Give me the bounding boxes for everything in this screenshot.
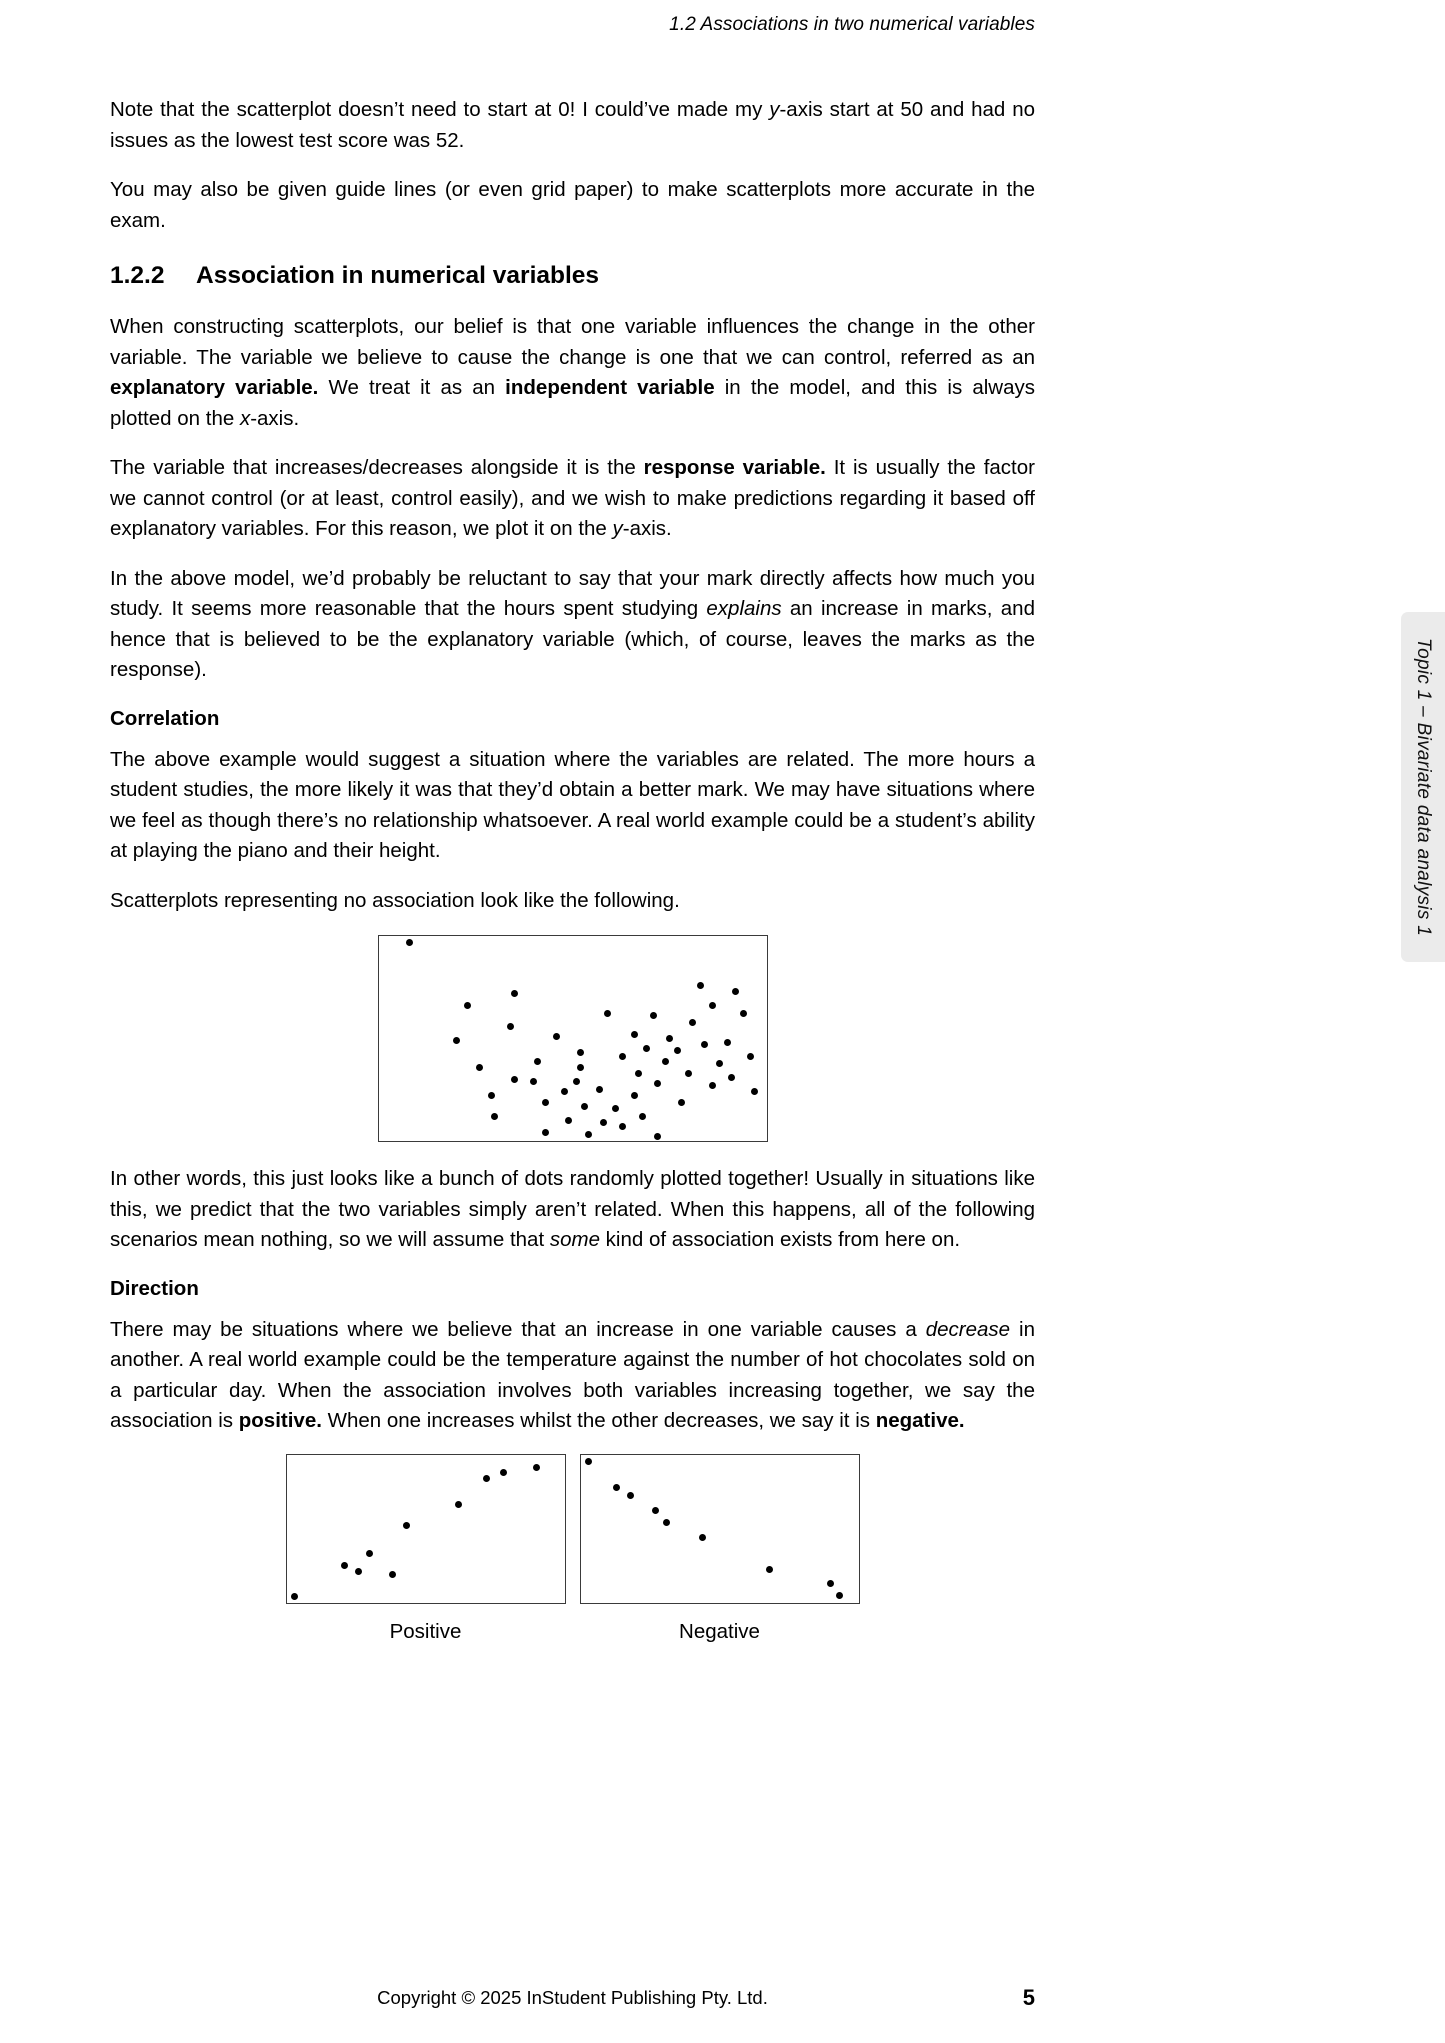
scatter-point — [613, 1484, 620, 1491]
response-text-a: The variable that increases/decreases alongside it is the — [110, 456, 644, 479]
scatter-point — [631, 1031, 638, 1038]
direction-text-c: When one increases whilst the other decreases, we say it is — [321, 1409, 876, 1432]
response-italic-y: y — [612, 517, 623, 540]
scatter-point — [453, 1037, 460, 1044]
scatter-point — [619, 1123, 626, 1130]
scatter-point — [724, 1039, 731, 1046]
scatter-point — [663, 1519, 670, 1526]
scatter-point — [836, 1592, 843, 1599]
scatter-point — [511, 1076, 518, 1083]
scatter-point — [604, 1010, 611, 1017]
scatter-point — [455, 1501, 462, 1508]
term-explanatory-variable: explanatory variable. — [110, 376, 319, 399]
scatter-point — [716, 1060, 723, 1067]
note-text-part-1: Note that the scatterplot doesn’t need to start at 0! I could’ve made my — [110, 98, 770, 121]
explanatory-text-c: We treat it as an — [318, 376, 506, 399]
direction-italic-decrease: decrease — [925, 1317, 1011, 1341]
scatter-point — [685, 1070, 692, 1077]
scatterplot-negative — [580, 1454, 860, 1604]
paragraph-note-axis-start — [110, 95, 1035, 156]
subheading-direction: Direction — [110, 1276, 199, 1300]
running-header: 1.2 Associations in two numerical variables — [669, 14, 1035, 35]
scatter-point — [341, 1562, 348, 1569]
scatter-point — [689, 1019, 696, 1026]
scatter-point — [612, 1105, 619, 1112]
paragraph-response-variable — [110, 453, 1035, 545]
scatter-point — [654, 1080, 661, 1087]
scatterplot-positive — [286, 1454, 566, 1604]
footer-page-number: 5 — [1022, 1985, 1035, 2010]
response-text-c: It is usually the factor we cannot control (or at least, control easily), and we wish to make predictions regarding it based off explanatory variables. For this reason, we plot it on the — [110, 456, 1035, 540]
scatter-point — [561, 1088, 568, 1095]
scatter-point — [635, 1070, 642, 1077]
scatter-point — [577, 1049, 584, 1056]
scatter-point — [697, 982, 704, 989]
in-other-words-italic-some: some — [549, 1228, 600, 1251]
scatter-point — [631, 1092, 638, 1099]
scatter-point — [542, 1099, 549, 1106]
scatter-point — [542, 1129, 549, 1136]
scatter-point — [500, 1469, 507, 1476]
scatterplot-no-association — [378, 935, 768, 1142]
scatter-point — [650, 1012, 657, 1019]
scatter-point — [573, 1078, 580, 1085]
note-text-part-2: -axis start at 50 and had no issues as the lowest test score was 52. — [110, 98, 1036, 152]
in-other-words-text-b: kind of association exists from here on. — [599, 1228, 961, 1251]
page-content — [110, 95, 1035, 1650]
scatter-point — [355, 1568, 362, 1575]
explanatory-italic-x: x — [239, 406, 251, 430]
note-italic-y: y — [769, 98, 780, 121]
above-model-italic-explains: explains — [706, 597, 782, 620]
direction-text-a: There may be situations where we believe that an increase in one variable causes a — [110, 1317, 926, 1341]
scatter-point — [476, 1064, 483, 1071]
scatter-point — [699, 1534, 706, 1541]
scatter-point — [652, 1507, 659, 1514]
scatter-point — [491, 1113, 498, 1120]
scatter-point — [639, 1113, 646, 1120]
paragraph-explanatory-variable — [110, 312, 1035, 434]
scatter-point — [740, 1010, 747, 1017]
explanatory-text-d: in the model, and this is always plotted on the — [110, 376, 1035, 430]
scatter-point — [654, 1133, 661, 1140]
scatter-point — [406, 939, 413, 946]
term-independent-variable: independent variable — [505, 376, 715, 399]
scatter-point — [827, 1580, 834, 1587]
above-model-text-a: In the above model, we’d probably be reluctant to say that your mark directly affects how much you study. It seems more reasonable that the hours spent studying — [110, 566, 1035, 620]
scatter-point — [464, 1002, 471, 1009]
caption-positive: Positive — [389, 1619, 462, 1643]
section-heading — [110, 260, 1035, 292]
paragraph-in-other-words — [110, 1164, 1035, 1256]
above-model-text-b: an increase in marks, and hence that is believed to be the explanatory variable (which, of course, leaves the marks as the response). — [110, 597, 1035, 681]
scatter-point — [701, 1041, 708, 1048]
scatter-point — [666, 1035, 673, 1042]
term-positive: positive. — [238, 1409, 322, 1432]
term-negative: negative. — [875, 1409, 965, 1432]
scatter-point — [600, 1119, 607, 1126]
topic-side-tab-label: Topic 1 – Bivariate data analysis 1 — [1413, 637, 1435, 937]
scatter-point — [511, 990, 518, 997]
explanatory-text-a: When constructing scatterplots, our belief is that one variable influences the change in the other variable. The variable we believe to cause the change is one that we can control, referred as an — [110, 315, 1035, 369]
term-response-variable: response variable. — [643, 456, 826, 479]
section-number: 1.2.2 — [110, 262, 165, 289]
scatter-point — [533, 1464, 540, 1471]
explanatory-text-e: -axis. — [250, 406, 300, 430]
scatter-point — [732, 988, 739, 995]
paragraph-direction — [110, 1315, 1035, 1437]
figure-direction-pair — [110, 1454, 1035, 1646]
paragraph-above-model — [110, 564, 1035, 686]
scatter-point — [553, 1033, 560, 1040]
paragraph-correlation: The above example would suggest a situation where the variables are related. The more hours a student studies, the more likely it was that they’d obtain a better mark. We may have situations where we feel as though there’s no relationship whatsoever. A real world example could be a student’s ability at playing the piano and their height. — [110, 747, 1035, 862]
scatter-point — [662, 1058, 669, 1065]
scatter-point — [643, 1045, 650, 1052]
caption-negative: Negative — [679, 1619, 760, 1643]
topic-side-tab — [1401, 612, 1445, 962]
scatter-point — [530, 1078, 537, 1085]
scatter-point — [565, 1117, 572, 1124]
scatter-point — [766, 1566, 773, 1573]
scatter-point — [747, 1053, 754, 1060]
scatter-point — [403, 1522, 410, 1529]
scatter-point — [596, 1086, 603, 1093]
figure-negative — [580, 1454, 860, 1646]
scatter-point — [507, 1023, 514, 1030]
scatter-point — [709, 1082, 716, 1089]
scatter-point — [534, 1058, 541, 1065]
scatter-point — [585, 1458, 592, 1465]
page-footer — [110, 1985, 1035, 2015]
scatter-point — [728, 1074, 735, 1081]
in-other-words-text-a: In other words, this just looks like a bunch of dots randomly plotted together! Usually in situations like this, we predict that the two variables simply aren’t related. When this happens, all of the following scenarios mean nothing, so we will assume that — [110, 1167, 1035, 1251]
subheading-correlation: Correlation — [110, 706, 220, 730]
scatter-point — [389, 1571, 396, 1578]
scatter-point — [291, 1593, 298, 1600]
scatter-point — [627, 1492, 634, 1499]
scatter-point — [488, 1092, 495, 1099]
scatter-point — [483, 1475, 490, 1482]
scatter-point — [366, 1550, 373, 1557]
footer-copyright: Copyright © 2025 InStudent Publishing Pty. Ltd. — [377, 1987, 768, 2008]
scatter-point — [678, 1099, 685, 1106]
scatter-point — [619, 1053, 626, 1060]
figure-no-association — [110, 935, 1035, 1142]
response-text-d: -axis. — [622, 517, 672, 540]
figure-positive — [286, 1454, 566, 1646]
section-title: Association in numerical variables — [196, 262, 600, 289]
paragraph-no-association-intro: Scatterplots representing no association look like the following. — [110, 888, 680, 912]
scatter-point — [585, 1131, 592, 1138]
scatter-point — [709, 1002, 716, 1009]
scatter-point — [577, 1064, 584, 1071]
scatter-point — [751, 1088, 758, 1095]
scatter-point — [674, 1047, 681, 1054]
direction-text-b: in another. A real world example could be the temperature against the number of hot chocolates sold on a particular day. When the association involves both variables increasing together, we say the association is — [110, 1317, 1035, 1432]
paragraph-guide-lines: You may also be given guide lines (or even grid paper) to make scatterplots more accurate in the exam. — [110, 178, 1035, 232]
scatter-point — [581, 1103, 588, 1110]
